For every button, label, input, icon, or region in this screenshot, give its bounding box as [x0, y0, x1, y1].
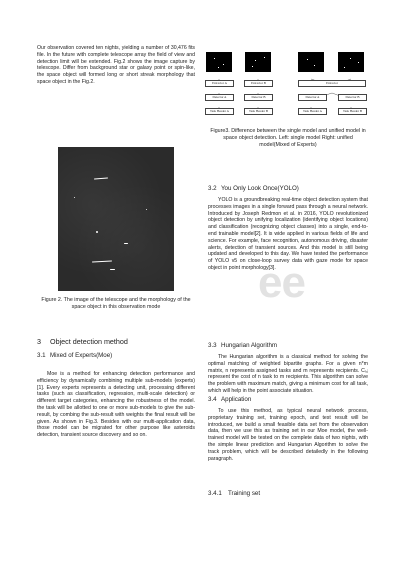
section32-heading: 3.2 You Only Look Once(YOLO): [208, 185, 299, 192]
detector-b-box: Detector B: [244, 94, 273, 101]
moe-detector-a-box: Detector A: [298, 94, 327, 101]
watermark-logo: ee: [258, 258, 305, 307]
input-image-tile: [338, 52, 364, 72]
section33-paragraph: The Hungarian algorithm is a classical method for solving the optimal matching of weighted bipartite graphs. For a given n*m matrix, n represents assigned tasks and m represents recipients. Cᵢ,ⱼ represent the cost of n task to m recipients. This algorithm can solve the problem with maximum match, giving a minimum cost for all task, which will help in the point associate situation.: [208, 354, 368, 394]
section31-heading: 3.1 Mixed of Experts(Moe): [37, 352, 113, 359]
task-header-b-box: Task Header B: [244, 108, 273, 115]
input-image-tile: [206, 52, 232, 72]
input-image-tile: [245, 52, 271, 72]
moe-task-header-a-box: Task Header A: [298, 108, 327, 115]
section341-heading: 3.4.1 Training set: [208, 490, 261, 497]
background-star: [96, 231, 98, 233]
shared-extractor-box: Extractor: [298, 80, 366, 87]
moe-task-header-b-box: Task Header B: [338, 108, 367, 115]
extractor-a-box: Extractor A: [205, 80, 234, 87]
intro-paragraph: Our observation covered ten nights, yielding a number of 30,476 fits file. In the future with complete telescope array the field of view and detection limit will be extended. Fig.2 shows the image capture by telescope. Differ from background star or galaxy point or spin-like, the space object will formed long or short streak morphology that space object in the Fig.2.: [37, 45, 195, 85]
space-object-streak: [110, 269, 115, 270]
section34-heading: 3.4 Application: [208, 396, 252, 403]
section32-paragraph: YOLO is a groundbreaking real-time object detection system that processes images in a single forward pass through a neural network. Introduced by Joseph Redmon et al. in 2016, YOLO revolutionized object detection by unifying localization (identifying object locations) and classification (recognizing object classes) into a single, end-to-end trainable model[2]. It is wide applied in various fields of life and science. For example, face recognition, autonomous driving, disaster alerts, detection of transient sources. And this model is still being updated and developed to this day. We have tested the performance of YOLO v5 on close-loop survey data with gaze mode for space object in point morphology[3].: [208, 197, 368, 271]
section3-heading: 3 Object detection method: [37, 337, 128, 346]
space-object-streak: [124, 243, 128, 244]
extractor-b-box: Extractor B: [244, 80, 273, 87]
detector-a-box: Detector A: [205, 94, 234, 101]
section34-paragraph: To use this method, as typical neural network process, proprietary training set, training epoch, and test result will be introduced, we build a small feasible data set from the observation data, then we use this as training set in our Moe model, the well-trained model will be tested on the complete data of two nights, with the simple linear prediction and Hungarian Algorithm to solve the track problem, which will be described detailedly in the following paragraph.: [208, 408, 368, 462]
input-image-tile: [298, 52, 324, 72]
moe-detector-b-box: Detector B: [338, 94, 367, 101]
figure2-caption: Figure 2. The image of the telescope and the morphology of the space object in this observation mode: [41, 297, 191, 310]
section33-heading: 3.3 Hungarian Algorithm: [208, 342, 278, 349]
task-header-a-box: Task Header A: [205, 108, 234, 115]
section31-paragraph: Moe is a method for enhancing detection performance and efficiency by dynamically combining multiple sub-models (experts)[1]. Every experts represents a detecting unit, processing different tasks (such as classification, regression, multi-scale detection) or different target categories, enhancing the robustness of the model. the task will be allotted to one or more sub-models to give the sub-result, by combing the sub-result with weights the final result will be given. As shown in Fig.3. Besides with our multi-application data, those model can be migrated for other purpose like asteroids detection, transient source discovery and so on.: [37, 371, 195, 439]
figure3-caption: Figure3. Difference between the single model and unified model in space object detection. Left: single model Right: unified model(Mixed of Experts): [210, 128, 366, 148]
telescope-image: [58, 147, 174, 291]
